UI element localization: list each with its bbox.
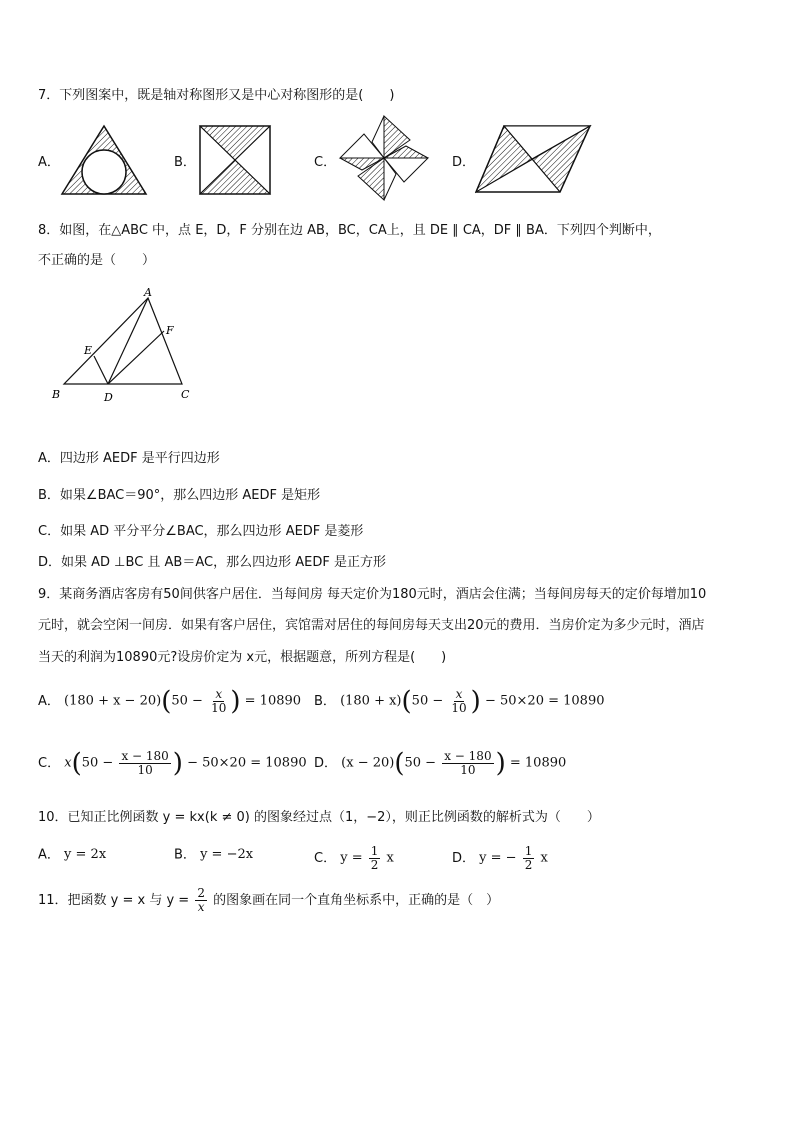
q9-option-c-rparen: ) [172, 748, 183, 779]
q10-option-c-den: 2 [370, 858, 379, 872]
q9-option-b-lparen: ( [401, 686, 412, 717]
q9-option-d [314, 750, 566, 777]
q9-line1: 9．某商务酒店客房有50间供客户居住．当每间房 每天定价为180元时，酒店会住满；当每间房每天的定价每增加10 [38, 587, 707, 602]
q9-option-d-inpre: 50 − [404, 755, 437, 771]
q10-option-c [314, 845, 394, 872]
q9-option-c-inpre: 50 − [81, 755, 114, 771]
q9-option-c [38, 750, 307, 777]
q10-option-d-fraction [523, 845, 535, 872]
q9-option-d-den: 10 [460, 763, 476, 777]
q9-option-a-den: 10 [211, 701, 227, 715]
q9-option-d-pre: (x − 20) [341, 755, 395, 771]
q9-option-c-den: 10 [137, 763, 153, 777]
q9-option-a-post: = 10890 [244, 693, 302, 709]
q9-option-d-label: D． [314, 756, 338, 771]
q7-figure-b [198, 124, 274, 196]
q9-option-a-num: x [215, 687, 223, 701]
q9-option-b-post: − 50×20 = 10890 [484, 693, 605, 709]
q10-option-d-den: 2 [524, 858, 533, 872]
q9-option-c-post: − 50×20 = 10890 [187, 755, 307, 771]
q10-option-b-label: B． [174, 847, 196, 863]
q10-stem: 10．已知正比例函数 y = kx(k ≠ 0) 的图象经过点（1，−2），则正比例函数的解析式为（ ） [38, 810, 600, 825]
q9-option-b-pre: (180 + x) [340, 693, 402, 709]
q9-option-b-fraction [449, 688, 468, 715]
q9-option-a-inpre: 50 − [171, 693, 203, 709]
q9-option-c-label: C． [38, 756, 61, 771]
q10-option-d [452, 845, 548, 872]
q9-option-b-label: B． [314, 694, 336, 709]
q10-option-a-expr: y = 2x [64, 847, 107, 862]
q10-option-c-pre: y = [340, 850, 363, 866]
q9-line3: 当天的利润为10890元?设房价定为 x元，根据题意，所列方程是( ) [38, 650, 447, 665]
q7-figure-d [474, 124, 592, 194]
q11-stem-pre: 11．把函数 y = x 与 y = [38, 893, 190, 908]
q9-option-a-rparen: ) [230, 686, 241, 717]
q9-option-b-rparen: ) [470, 686, 481, 717]
q10-option-c-num: 1 [370, 844, 379, 858]
q9-option-b-inpre: 50 − [411, 693, 444, 709]
q9-option-a-label: A． [38, 694, 60, 709]
q8-label-f: F [166, 324, 174, 337]
q8-label-b: B [52, 388, 61, 401]
q10-option-a-label: A． [38, 847, 60, 863]
q9-option-b-den: 10 [451, 701, 467, 715]
q8-stem-line1: 8．如图，在△ABC 中，点 E，D，F 分别在边 AB，BC，CA上，且 DE ∥ CA，DF ∥ BA．下列四个判断中， [38, 223, 661, 238]
q9-option-d-lparen: ( [394, 748, 405, 779]
q9-option-a-fraction [209, 688, 228, 715]
q9-line2: 元时，就会空闲一间房．如果有客户居住，宾馆需对居住的每间房每天支出20元的费用．当房价定为多少元时，酒店 [38, 618, 705, 633]
q10-option-d-num: 1 [524, 844, 533, 858]
q11-fraction [195, 887, 207, 914]
q9-option-d-num: x − 180 [444, 749, 492, 763]
q11-stem [38, 887, 499, 914]
q11-den: x [197, 900, 205, 914]
q11-stem-post: 的图象画在同一个直角坐标系中，正确的是（ ） [213, 893, 500, 908]
q7-option-a-label: A． [38, 155, 60, 170]
q9-option-c-fraction [119, 750, 170, 777]
q10-option-c-fraction [369, 845, 381, 872]
q7-option-c-label: C． [314, 155, 337, 170]
q9-option-d-fraction [442, 750, 493, 777]
q9-option-d-post: = 10890 [509, 755, 567, 771]
q10-option-d-label: D． [452, 851, 476, 866]
q10-option-c-label: C． [314, 851, 337, 866]
q8-label-a: A [144, 286, 152, 299]
q8-option-b: B．如果∠BAC＝90°，那么四边形 AEDF 是矩形 [38, 488, 321, 503]
q7-figure-c [336, 112, 432, 204]
q10-option-d-post: x [540, 850, 548, 866]
q10-option-b-expr: y = −2x [200, 847, 254, 862]
q10-option-a [38, 845, 106, 866]
q9-option-b-num: x [455, 687, 463, 701]
q10-option-c-post: x [386, 850, 394, 866]
q9-option-c-pre: x [64, 755, 72, 771]
q7-option-d-label: D． [452, 155, 476, 170]
q9-option-c-num: x − 180 [121, 749, 169, 763]
q8-triangle-figure [48, 286, 198, 406]
q8-option-c: C．如果 AD 平分平分∠BAC，那么四边形 AEDF 是菱形 [38, 524, 364, 539]
q7-option-b-label: B． [174, 155, 196, 170]
q9-option-c-lparen: ( [71, 748, 82, 779]
q8-stem-line2: 不正确的是（ ） [38, 253, 156, 268]
q10-option-d-pre: y = − [479, 850, 517, 866]
q8-option-d: D．如果 AD ⊥BC 且 AB＝AC，那么四边形 AEDF 是正方形 [38, 555, 386, 570]
q8-option-a: A．四边形 AEDF 是平行四边形 [38, 451, 220, 466]
q9-option-a-pre: (180 + x − 20) [64, 693, 162, 709]
q9-option-a [38, 688, 301, 715]
q7-figure-a [60, 124, 150, 196]
q7-stem: 7．下列图案中，既是轴对称图形又是中心对称图形的是( ) [38, 88, 395, 103]
q8-label-e: E [84, 344, 93, 357]
q9-option-a-lparen: ( [161, 686, 172, 717]
q11-num: 2 [197, 886, 205, 900]
q10-option-b [174, 845, 253, 866]
q8-label-c: C [181, 388, 190, 401]
q9-option-b [314, 688, 604, 715]
q8-label-d: D [104, 391, 113, 404]
q9-option-d-rparen: ) [495, 748, 506, 779]
